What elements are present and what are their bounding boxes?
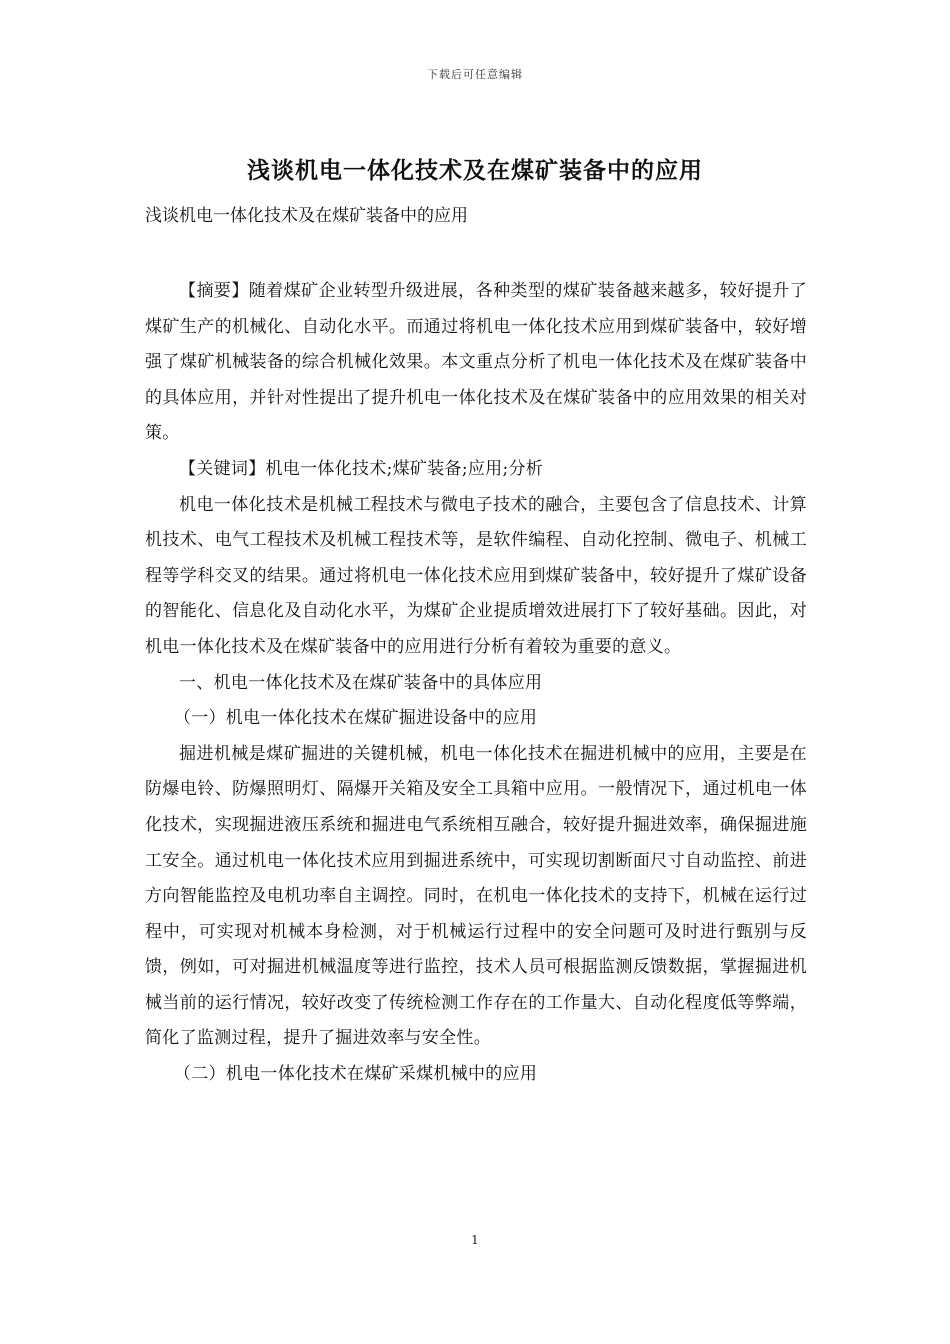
header-note: 下载后可任意编辑 bbox=[427, 68, 523, 81]
document-subtitle: 浅谈机电一体化技术及在煤矿装备中的应用 bbox=[145, 206, 468, 226]
page-number: 1 bbox=[471, 1233, 479, 1247]
body-paragraph-tunneling: 掘进机械是煤矿掘进的关键机械，机电一体化技术在掘进机械中的应用，主要是在防爆电铃、防爆照明灯、隔爆开关箱及安全工具箱中应用。一般情况下，通过机电一体化技术，实现掘进液压系统和掘进电气系统相互融合，较好提升掘进效率，确保掘进施工安全。通过机电一体化技术应用到掘进系统中，可实现切割断面尺寸自动监控、前进方向智能监控及电机功率自主调控。同时，在机电一体化技术的支持下，机械在运行过程中，可实现对机械本身检测，对于机械运行过程中的安全问题可及时进行甄别与反馈，例如，可对掘进机械温度等进行监控，技术人员可根据监测反馈数据，掌握掘进机械当前的运行情况，较好改变了传统检测工作存在的工作量大、自动化程度低等弊端，简化了监测过程，提升了掘进效率与安全性。 bbox=[145, 743, 807, 1049]
document-body bbox=[145, 274, 807, 1093]
intro-paragraph: 机电一体化技术是机械工程技术与微电子技术的融合，主要包含了信息技术、计算机技术、电气工程技术及机械工程技术等，是软件编程、自动化控制、微电子、机械工程等学科交叉的结果。通过将机电一体化技术应用到煤矿装备中，较好提升了煤矿设备的智能化、信息化及自动化水平，为煤矿企业提质增效进展打下了较好基础。因此，对机电一体化技术及在煤矿装备中的应用进行分析有着较为重要的意义。 bbox=[145, 494, 807, 657]
document-title: 浅谈机电一体化技术及在煤矿装备中的应用 bbox=[247, 157, 703, 184]
keywords-paragraph: 【关键词】机电一体化技术;煤矿装备;应用;分析 bbox=[179, 458, 544, 479]
section-heading-1: 一、机电一体化技术及在煤矿装备中的具体应用 bbox=[179, 672, 543, 693]
subsection-heading-1: （一）机电一体化技术在煤矿掘进设备中的应用 bbox=[173, 708, 538, 729]
subsection-heading-2: （二）机电一体化技术在煤矿采煤机械中的应用 bbox=[173, 1064, 538, 1085]
abstract-paragraph: 【摘要】随着煤矿企业转型升级进展，各种类型的煤矿装备越来越多，较好提升了煤矿生产的机械化、自动化水平。而通过将机电一体化技术应用到煤矿装备中，较好增强了煤矿机械装备的综合机械化效果。本文重点分析了机电一体化技术及在煤矿装备中的具体应用，并针对性提出了提升机电一体化技术及在煤矿装备中的应用效果的相关对策。 bbox=[145, 281, 807, 444]
